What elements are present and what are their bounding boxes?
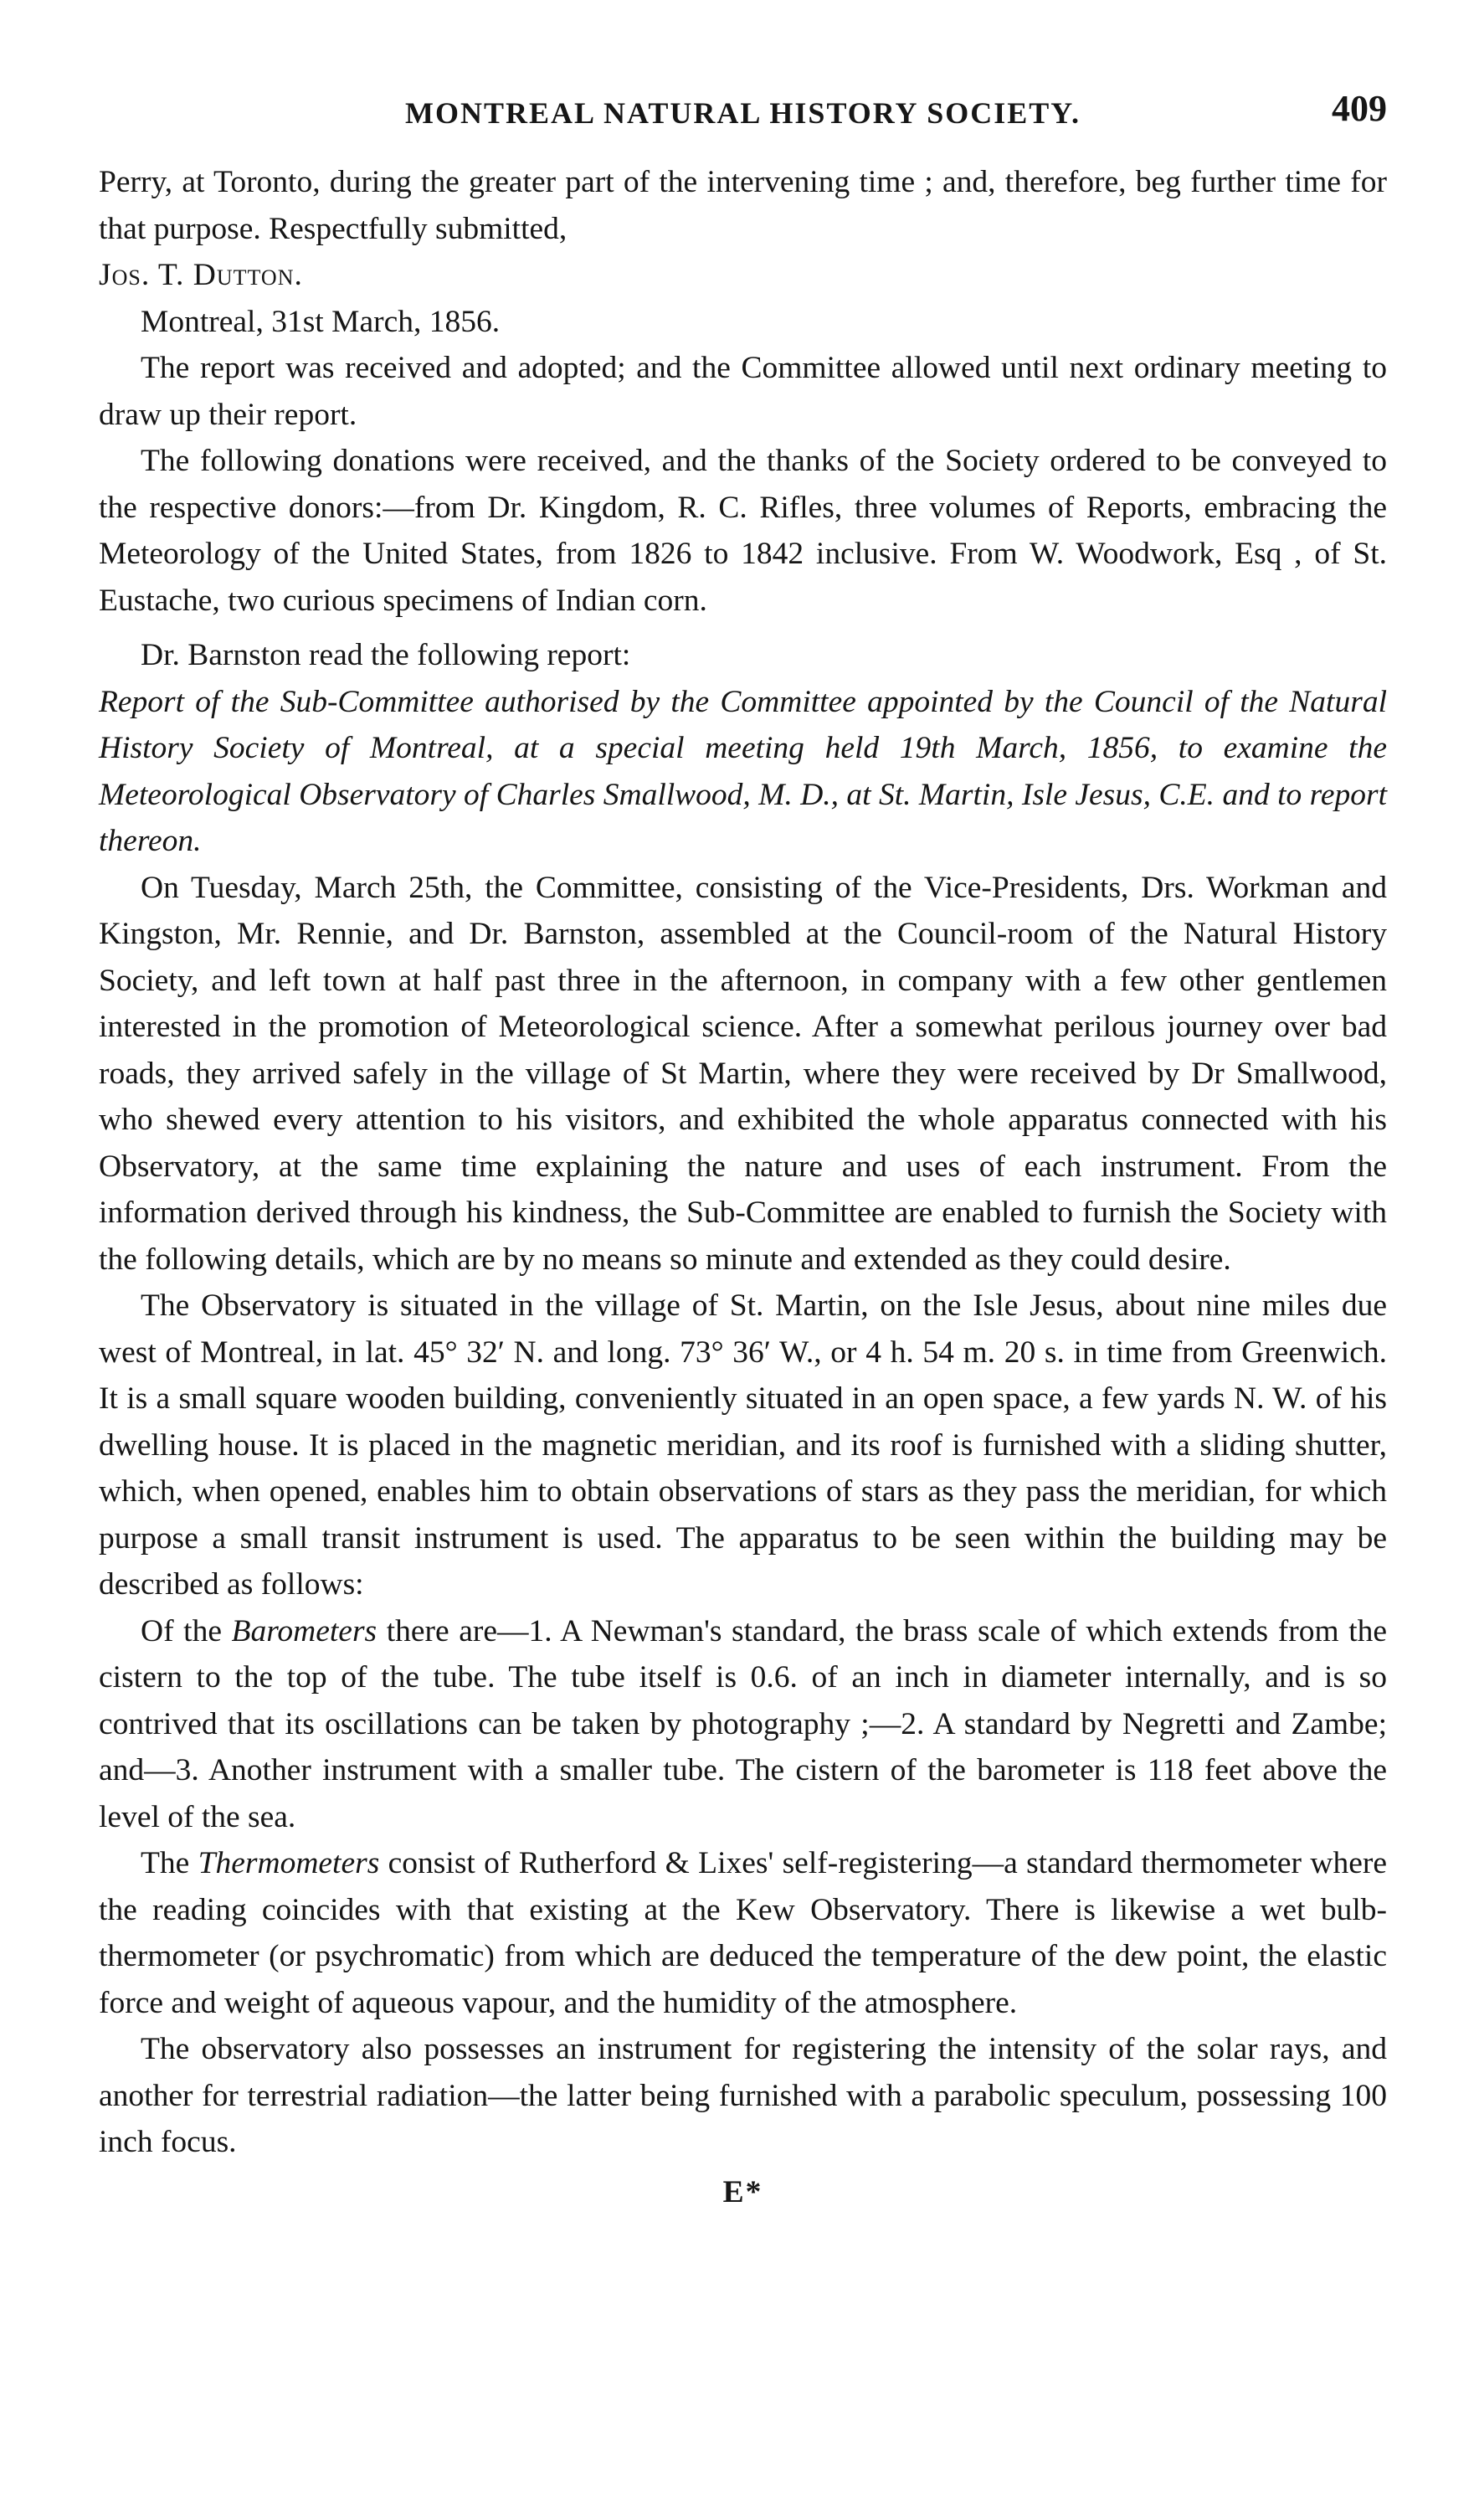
thermometers-text: consist of Rutherford & Lixes' self-registering—a standard thermometer where the reading coincides with that existing at the Kew Observatory. There is likewise a wet bulb-thermometer (or psychromatic) from which are deduced the temperature of the dew point, the elastic force and weight of aqueous vapour, and the humidity of the atmosphere. [99,1846,1387,2020]
paragraph-donations: The following donations were received, and the thanks of the Society ordered to be conveyed to the respective donors:—from Dr. Kingdom, R. C. Rifles, three volumes of Reports, embracing the Meteorology of the United States, from 1826 to 1842 inclusive. From W. Woodwork, Esq , of St. Eustache, two curious specimens of Indian corn. [99,444,1387,618]
running-head [99,90,1387,141]
barometers-term: Barometers [231,1613,377,1648]
signature-name: Jos. T. Dutton. [99,258,303,292]
thermometers-lead: The [141,1846,198,1880]
barometers-lead: Of the [141,1613,232,1648]
paragraph-observatory-location: The Observatory is situated in the village of St. Martin, on the Isle Jesus, about nine miles due west of Montreal, in lat. 45° 32′ N. and long. 73° 36′ W., or 4 h. 54 m. 20 s. in time from Greenwich. It is a small square wooden building, conveniently situated in an open space, a few yards N. W. of his dwelling house. It is placed in the magnetic meridian, and its roof is furnished with a sliding shutter, which, when opened, enables him to obtain observations of stars as they pass the meridian, for which purpose a small transit instrument is used. The apparatus to be seen within the building may be described as follows: [99,1288,1387,1602]
report-signature [99,252,1387,299]
paragraph-continuation: Perry, at Toronto, during the greater part of the intervening time ; and, therefore, beg further time for that purpose. Respectfully submitted, [99,165,1387,246]
report-dateline: Montreal, 31st March, 1856. [141,304,501,339]
page-title: MONTREAL NATURAL HISTORY SOCIETY. [405,96,1081,130]
barometers-text: there are—1. A Newman's standard, the brass scale of which extends from the cistern to the top of the tube. The tube itself is 0.6. of an inch in diameter internally, and is so contrived that its oscillations can be taken by photography ;—2. A standard by Negretti and Zambe; and—3. Another instrument with a smaller tube. The cistern of the barometer is 118 feet above the level of the sea. [99,1613,1388,1834]
page-number: 409 [1332,88,1387,129]
paragraph-barnston-intro: Dr. Barnston read the following report: [141,638,631,672]
paragraph-committee-visit: On Tuesday, March 25th, the Committee, consisting of the Vice-Presidents, Drs. Workman and Kingston, Mr. Rennie, and Dr. Barnston, assembled at the Council-room of the Natural History Society, and left town at half past three in the afternoon, in company with a few other gentlemen interested in the promotion of Meteorological science. After a somewhat perilous journey over bad roads, they arrived safely in the village of St Martin, where they were received by Dr Smallwood, who shewed every attention to his visitors, and exhibited the whole apparatus connected with his Observatory, at the same time explaining the nature and uses of each instrument. From the information derived through his kindness, the Sub-Committee are enabled to furnish the Society with the following details, which are by no means so minute and extended as they could desire. [99,870,1387,1277]
paragraph-radiation-instruments: The observatory also possesses an instrument for registering the intensity of the solar rays, and another for terrestrial radiation—the latter being furnished with a parabolic speculum, possessing 100 inch focus. [99,2032,1387,2159]
report-title: Report of the Sub-Committee authorised by the Committee appointed by the Council of the Natural History Society of Montreal, at a special meeting held 19th March, 1856, to examine the Meteorological Observatory of Charles Smallwood, M. D., at St. Martin, Isle Jesus, C.E. and to report thereon. [99,684,1387,858]
signature-mark: E* [722,2174,763,2209]
paragraph-barometers [99,1608,1387,1841]
paragraph-report-adopted: The report was received and adopted; and the Committee allowed until next ordinary meeting to draw up their report. [99,351,1387,432]
paragraph-thermometers [99,1840,1387,2026]
thermometers-term: Thermometers [198,1846,380,1880]
body-text [99,159,1387,2215]
